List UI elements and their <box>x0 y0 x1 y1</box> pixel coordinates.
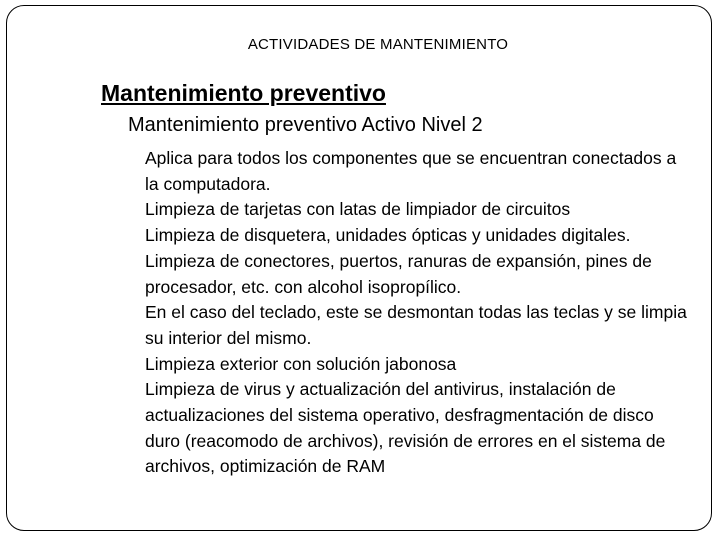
list-item-text: Limpieza de conectores, puertos, ranuras de expansión, pines de procesador, etc. con alcohol isopropílico. <box>145 250 652 297</box>
list-item-text: Aplica para todos los componentes que se encuentran conectados a la computadora. <box>145 148 677 194</box>
heading-text: Mantenimiento preventivo <box>101 80 386 106</box>
list-item-text: Limpieza exterior con solución jabonosa <box>145 353 457 374</box>
list-item <box>128 197 688 223</box>
list-item <box>128 223 688 249</box>
bullet-list <box>128 146 688 480</box>
list-item-text: Limpieza de virus y actualización del antivirus, instalación de actualizaciones del sistema operativo, desfragmentación de disco duro (reacomodo de archivos), revisión de errores en el sistema de archivos, optimización de RAM <box>145 379 666 477</box>
list-item <box>128 377 688 480</box>
list-item <box>128 300 688 351</box>
list-item <box>128 146 688 197</box>
list-item <box>128 352 688 378</box>
list-item-text: En el caso del teclado, este se desmontan todas las teclas y se limpia su interior del mismo. <box>145 302 687 348</box>
subheading-text: Mantenimiento preventivo Activo Nivel 2 <box>128 114 483 136</box>
list-item-text: Limpieza de disquetera, unidades ópticas y unidades digitales. <box>145 225 631 246</box>
list-item <box>128 249 688 300</box>
heading-level-1 <box>81 80 386 107</box>
list-item-text: Limpieza de tarjetas con latas de limpiador de circuitos <box>145 199 571 220</box>
heading-level-2 <box>109 114 483 137</box>
slide-title: ACTIVIDADES DE MANTENIMIENTO <box>247 36 509 53</box>
